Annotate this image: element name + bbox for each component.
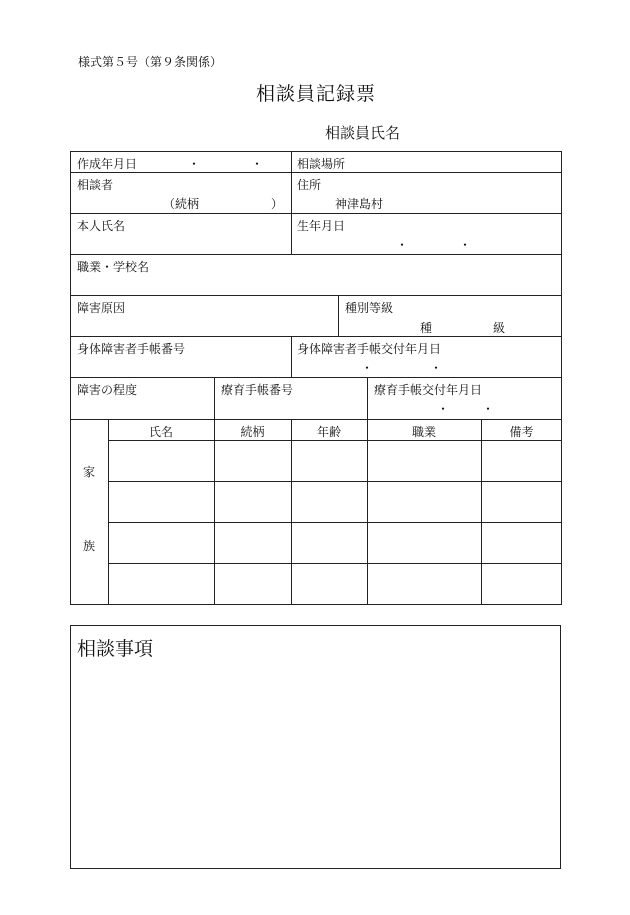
family-column-divider <box>214 419 215 605</box>
family-column-divider <box>108 419 109 605</box>
client-label: 相談者 <box>77 178 114 192</box>
disability-cause-label: 障害原因 <box>77 301 126 315</box>
disability-degree-label: 障害の程度 <box>77 383 138 397</box>
row-divider <box>70 295 562 296</box>
column-divider <box>367 377 368 419</box>
form-number: 様式第５号（第９条関係） <box>78 55 223 69</box>
family-column-header: 職業 <box>411 425 436 439</box>
grade-kind-label: 種 <box>420 321 433 335</box>
rehab-handbook-date-label: 療育手帳交付年月日 <box>374 383 483 397</box>
date-separator: ・ <box>437 402 450 416</box>
row-divider <box>70 254 562 255</box>
creation-date-label: 作成年月日 <box>77 157 138 171</box>
family-row-divider <box>108 522 562 523</box>
family-row-divider <box>108 440 562 441</box>
row-divider <box>70 172 562 173</box>
relationship-label: （続柄 ） <box>163 197 284 211</box>
consultation-place-label: 相談場所 <box>297 157 346 171</box>
grade-level-label: 級 <box>493 321 506 335</box>
occupation-school-label: 職業・学校名 <box>77 260 150 274</box>
column-divider <box>291 151 292 213</box>
address-label: 住所 <box>297 178 322 192</box>
family-column-header: 備考 <box>509 425 534 439</box>
family-column-header: 続柄 <box>240 425 265 439</box>
family-row-divider <box>108 563 562 564</box>
family-side-label: 族 <box>82 539 95 553</box>
column-divider <box>338 295 339 336</box>
date-separator: ・ <box>482 402 495 416</box>
row-divider <box>70 377 562 378</box>
rehab-handbook-number-label: 療育手帳番号 <box>221 383 294 397</box>
counselor-name-label: 相談員氏名 <box>325 124 401 142</box>
family-column-divider <box>291 419 292 605</box>
date-separator: ・ <box>430 361 443 375</box>
column-divider <box>214 377 215 419</box>
date-separator: ・ <box>251 157 264 171</box>
page-title: 相談員記録票 <box>256 83 377 105</box>
address-value: 神津島村 <box>335 197 384 211</box>
date-separator: ・ <box>188 157 201 171</box>
consultation-matters-title: 相談事項 <box>77 638 154 660</box>
birth-date-label: 生年月日 <box>297 219 346 233</box>
physical-handbook-date-label: 身体障害者手帳交付年月日 <box>297 342 442 356</box>
person-name-label: 本人氏名 <box>77 219 126 233</box>
column-divider <box>291 213 292 254</box>
row-divider <box>70 213 562 214</box>
physical-handbook-number-label: 身体障害者手帳番号 <box>77 342 186 356</box>
row-divider <box>70 336 562 337</box>
family-column-divider <box>481 419 482 605</box>
date-separator: ・ <box>396 238 409 252</box>
row-divider <box>70 419 562 420</box>
family-column-divider <box>367 419 368 605</box>
family-column-header: 年齢 <box>316 425 341 439</box>
family-side-label: 家 <box>82 465 95 479</box>
date-separator: ・ <box>459 238 472 252</box>
disability-grade-label: 種別等級 <box>345 301 394 315</box>
family-row-divider <box>108 481 562 482</box>
consultation-matters-box <box>70 625 561 869</box>
column-divider <box>291 336 292 377</box>
family-column-header: 氏名 <box>148 425 173 439</box>
date-separator: ・ <box>361 361 374 375</box>
